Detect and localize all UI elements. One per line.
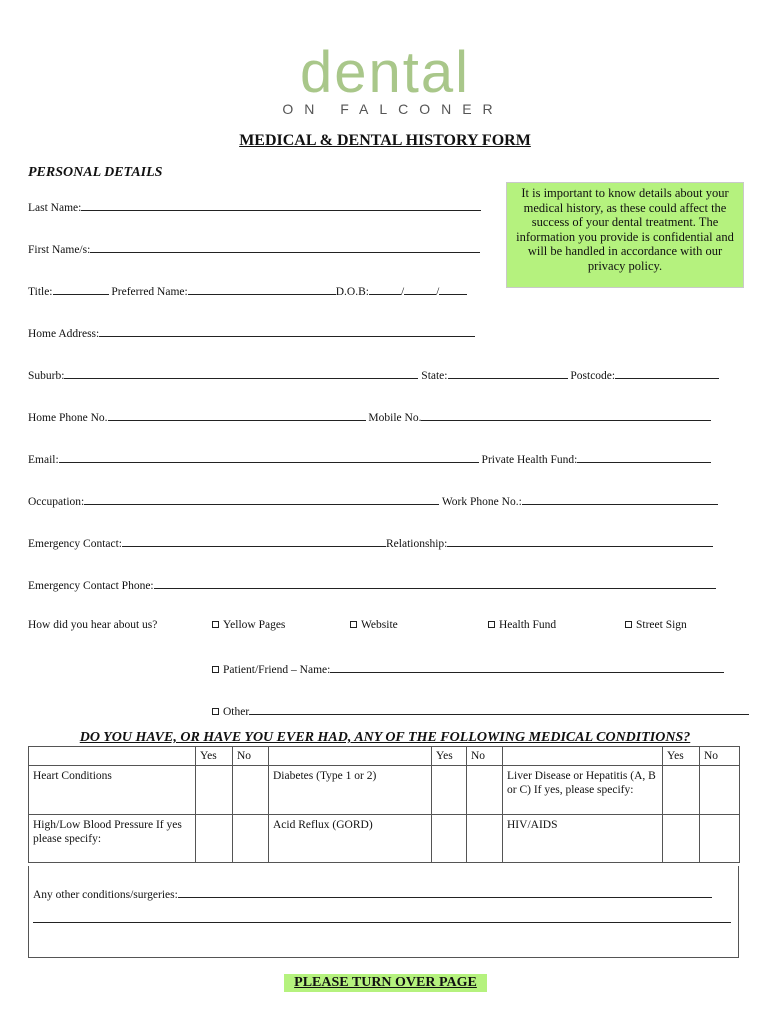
patient-friend-name-field[interactable]	[330, 661, 724, 673]
no-cell[interactable]	[700, 766, 740, 815]
yes-cell[interactable]	[432, 766, 467, 815]
work-phone-field[interactable]	[522, 493, 718, 505]
condition-blood-pressure: High/Low Blood Pressure If yes please specify:	[29, 815, 196, 863]
yes-header: Yes	[196, 747, 233, 766]
occupation-field[interactable]	[84, 493, 439, 505]
condition-hiv: HIV/AIDS	[503, 815, 663, 863]
option-yellow-pages[interactable]: Yellow Pages	[212, 619, 285, 631]
home-phone-field[interactable]	[108, 409, 366, 421]
title-row	[28, 283, 467, 298]
emergency-phone-label: Emergency Contact Phone:	[28, 580, 154, 592]
logo-subtitle: ON FALCONER	[282, 101, 504, 117]
personal-details-heading: PERSONAL DETAILS	[28, 165, 163, 180]
title-field[interactable]	[53, 283, 109, 295]
yes-cell[interactable]	[663, 766, 700, 815]
home-address-label: Home Address:	[28, 328, 100, 340]
other-conditions-row	[33, 886, 712, 901]
email-row	[28, 451, 711, 466]
emergency-contact-field[interactable]	[122, 535, 386, 547]
yes-cell[interactable]	[196, 815, 233, 863]
table-row	[29, 766, 740, 815]
emergency-phone-row	[28, 577, 716, 592]
phone-row	[28, 409, 711, 424]
relationship-label: Relationship:	[386, 538, 448, 550]
email-field[interactable]	[59, 451, 479, 463]
occupation-row	[28, 493, 718, 508]
state-field[interactable]	[448, 367, 568, 379]
table-row	[29, 815, 740, 863]
no-header: No	[467, 747, 503, 766]
other-conditions-field-line2[interactable]	[33, 922, 731, 923]
condition-diabetes: Diabetes (Type 1 or 2)	[269, 766, 432, 815]
option-website[interactable]: Website	[350, 619, 398, 631]
conditions-table	[28, 746, 740, 863]
option-other[interactable]: Other	[212, 703, 749, 718]
logo-wordmark	[265, 40, 505, 100]
checkbox[interactable]	[212, 621, 219, 628]
suburb-field[interactable]	[64, 367, 418, 379]
mobile-label: Mobile No.	[368, 412, 422, 424]
dob-month-field[interactable]	[404, 283, 436, 295]
svg-text:dental: dental	[299, 40, 471, 100]
emergency-contact-label: Emergency Contact:	[28, 538, 122, 550]
no-cell[interactable]	[233, 815, 269, 863]
checkbox[interactable]	[350, 621, 357, 628]
dob-year-field[interactable]	[439, 283, 467, 295]
suburb-row	[28, 367, 719, 382]
table-header-row	[29, 747, 740, 766]
last-name-label: Last Name:	[28, 202, 82, 214]
dob-separator: /	[436, 286, 440, 298]
condition-acid-reflux: Acid Reflux (GORD)	[269, 815, 432, 863]
preferred-name-label: Preferred Name:	[111, 286, 188, 298]
last-name-row	[28, 199, 481, 214]
dob-day-field[interactable]	[369, 283, 401, 295]
checkbox[interactable]	[488, 621, 495, 628]
emergency-contact-row	[28, 535, 713, 550]
conditions-heading: DO YOU HAVE, OR HAVE YOU EVER HAD, ANY OF THE FOLLOWING MEDICAL CONDITIONS?	[79, 730, 691, 745]
first-name-field[interactable]	[90, 241, 480, 253]
first-name-row	[28, 241, 480, 256]
postcode-field[interactable]	[615, 367, 719, 379]
health-fund-field[interactable]	[577, 451, 711, 463]
email-label: Email:	[28, 454, 59, 466]
no-header: No	[233, 747, 269, 766]
yes-cell[interactable]	[663, 815, 700, 863]
other-conditions-box	[28, 866, 739, 958]
other-field[interactable]	[249, 703, 749, 715]
title-label: Title:	[28, 286, 53, 298]
other-conditions-label: Any other conditions/surgeries:	[33, 889, 178, 901]
option-health-fund[interactable]: Health Fund	[488, 619, 556, 631]
no-header: No	[700, 747, 740, 766]
no-cell[interactable]	[467, 815, 503, 863]
postcode-label: Postcode:	[570, 370, 616, 382]
mobile-field[interactable]	[421, 409, 711, 421]
emergency-phone-field[interactable]	[154, 577, 716, 589]
yes-header: Yes	[432, 747, 467, 766]
option-patient-friend[interactable]: Patient/Friend – Name:	[212, 661, 724, 676]
health-fund-label: Private Health Fund:	[481, 454, 578, 466]
no-cell[interactable]	[233, 766, 269, 815]
yes-cell[interactable]	[196, 766, 233, 815]
checkbox[interactable]	[625, 621, 632, 628]
privacy-note: It is important to know details about your medical history, as these could affect the success of your dental treatment. The information you provide is confidential and will be handled in accordance with our privacy policy.	[506, 182, 744, 288]
occupation-label: Occupation:	[28, 496, 85, 508]
condition-liver: Liver Disease or Hepatitis (A, B or C) If yes, please specify:	[503, 766, 663, 815]
dob-separator: /	[400, 286, 405, 298]
no-cell[interactable]	[700, 815, 740, 863]
yes-header: Yes	[663, 747, 700, 766]
checkbox[interactable]	[212, 666, 219, 673]
last-name-field[interactable]	[81, 199, 481, 211]
turn-over-notice: PLEASE TURN OVER PAGE	[284, 974, 487, 992]
preferred-name-field[interactable]	[188, 283, 336, 295]
hear-about-label: How did you hear about us?	[28, 619, 158, 631]
relationship-field[interactable]	[447, 535, 713, 547]
condition-heart: Heart Conditions	[29, 766, 196, 815]
home-phone-label: Home Phone No.	[28, 412, 108, 424]
dob-label: D.O.B:	[335, 286, 369, 298]
option-street-sign[interactable]: Street Sign	[625, 619, 687, 631]
work-phone-label: Work Phone No.:	[441, 496, 522, 508]
logo	[0, 40, 770, 100]
suburb-label: Suburb:	[28, 370, 65, 382]
checkbox[interactable]	[212, 708, 219, 715]
other-conditions-field[interactable]	[178, 886, 712, 898]
home-address-field[interactable]	[99, 325, 475, 337]
state-label: State:	[421, 370, 448, 382]
form-title: MEDICAL & DENTAL HISTORY FORM	[239, 132, 531, 149]
no-cell[interactable]	[467, 766, 503, 815]
yes-cell[interactable]	[432, 815, 467, 863]
home-address-row	[28, 325, 475, 340]
first-name-label: First Name/s:	[28, 244, 91, 256]
